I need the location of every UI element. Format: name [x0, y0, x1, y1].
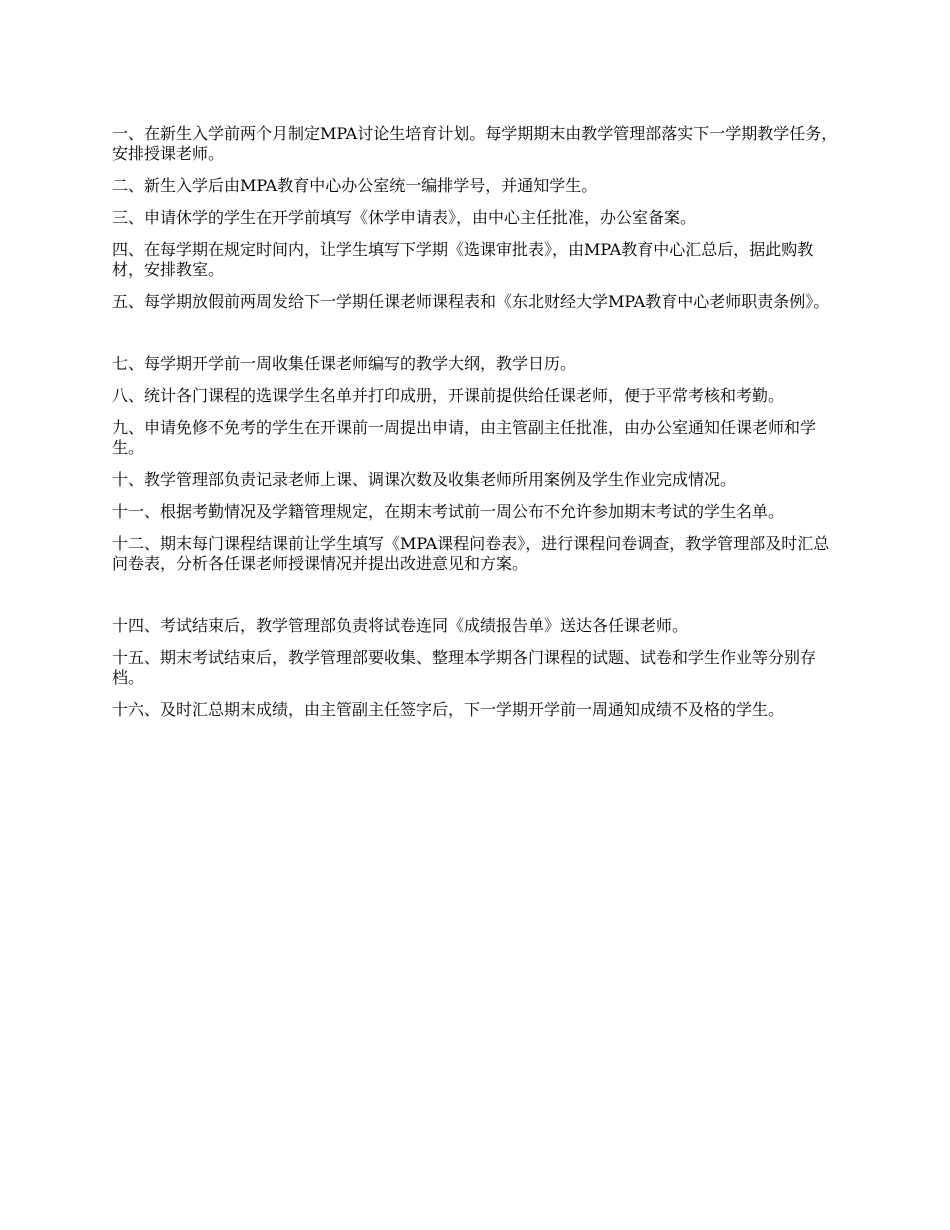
- paragraph-11: 十一、根据考勤情况及学籍管理规定，在期末考试前一周公布不允许参加期末考试的学生名单。: [112, 502, 785, 521]
- paragraph-15: 十五、期末考试结束后，教学管理部要收集、整理本学期各门课程的试题、试卷和学生作业等分别存档。: [112, 648, 817, 687]
- document-body: [112, 124, 840, 732]
- paragraph-16: 十六、及时汇总期末成绩，由主管副主任签字后，下一学期开学前一周通知成绩不及格的学生。: [112, 700, 785, 719]
- paragraph-7: 七、每学期开学前一周收集任课老师编写的教学大纲，教学日历。: [112, 354, 577, 373]
- paragraph-3: 三、申请休学的学生在开学前填写《休学申请表》，由中心主任批准，办公室备案。: [112, 208, 697, 227]
- paragraph-4: 四、在每学期在规定时间内，让学生填写下学期《选课审批表》，由MPA教育中心汇总后，据此购教材，安排教室。: [112, 240, 814, 279]
- section-gap: [112, 586, 840, 616]
- paragraph-8: 八、统计各门课程的选课学生名单并打印成册，开课前提供给任课老师，便于平常考核和考勤。: [112, 386, 785, 405]
- paragraph-1: 一、在新生入学前两个月制定MPA讨论生培育计划。每学期期末由教学管理部落实下一学期教学任务，安排授课老师。: [112, 124, 838, 163]
- paragraph-2: 二、新生入学后由MPA教育中心办公室统一编排学号，并通知学生。: [112, 176, 598, 195]
- paragraph-10: 十、教学管理部负责记录老师上课、调课次数及收集老师所用案例及学生作业完成情况。: [112, 470, 737, 489]
- section-gap: [112, 324, 840, 354]
- paragraph-12: 十二、期末每门课程结课前让学生填写《MPA课程问卷表》，进行课程问卷调查，教学管理部及时汇总问卷表，分析各任课老师授课情况并提出改进意见和方案。: [112, 534, 830, 573]
- paragraph-5: 五、每学期放假前两周发给下一学期任课老师课程表和《东北财经大学MPA教育中心老师职责条例》。: [112, 292, 830, 311]
- paragraph-9: 九、申请免修不免考的学生在开课前一周提出申请，由主管副主任批准，由办公室通知任课老师和学生。: [112, 418, 817, 457]
- paragraph-14: 十四、考试结束后，教学管理部负责将试卷连同《成绩报告单》送达各任课老师。: [112, 616, 689, 635]
